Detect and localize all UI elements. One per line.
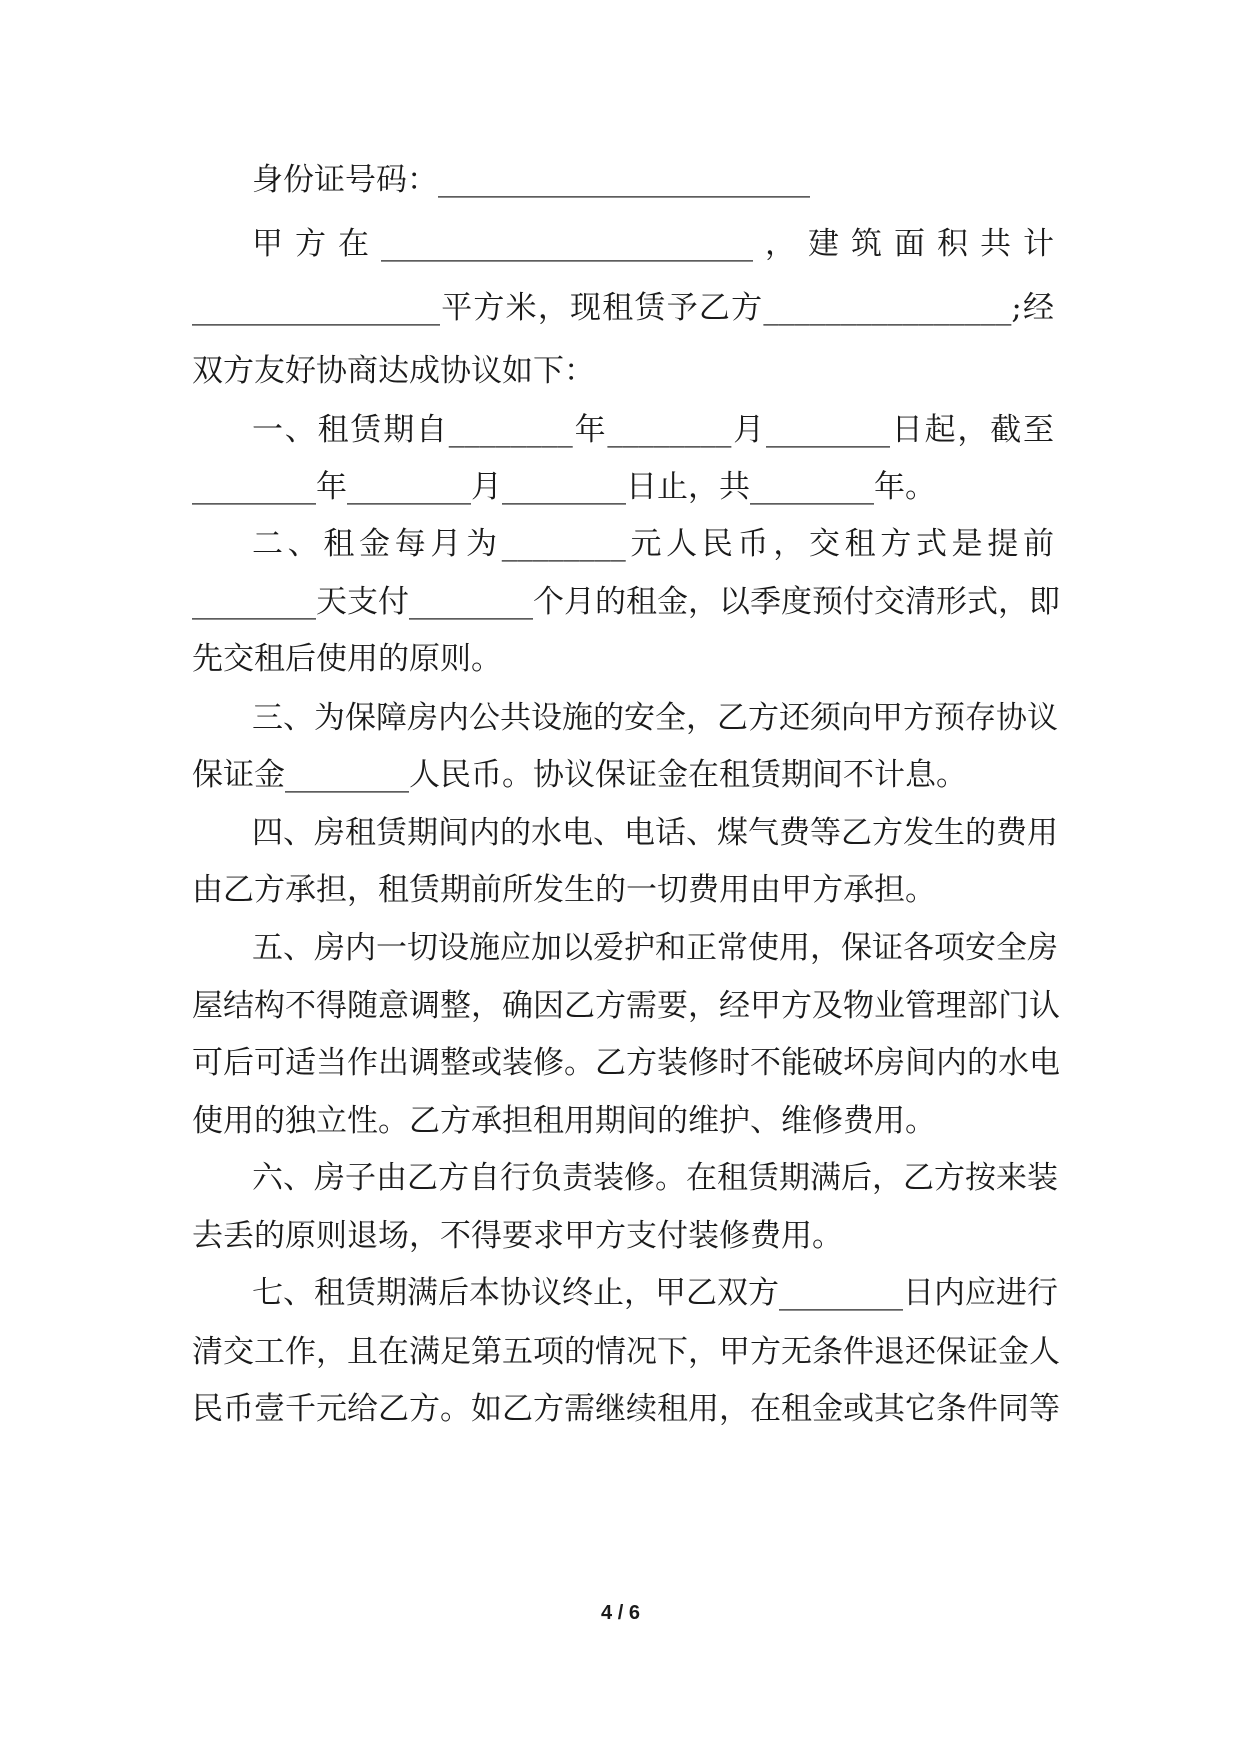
page-number: 4 / 6	[601, 1602, 640, 1624]
text-line: 民币壹千元给乙方。如乙方需继续租用，在租金或其它条件同等	[192, 1391, 1060, 1427]
text-line: 六、房子由乙方自行负责装修。在租赁期满后，乙方按来装	[252, 1160, 1058, 1196]
text-line: 使用的独立性。乙方承担租用期间的维护、维修费用。	[192, 1103, 936, 1139]
text-line: 甲方在________________________，建筑面积共计	[252, 226, 1054, 262]
text-line: 去丢的原则退场，不得要求甲方支付装修费用。	[192, 1218, 843, 1254]
text-line: ________天支付________个月的租金，以季度预付交清形式，即	[192, 584, 1060, 620]
text-line: 先交租后使用的原则。	[192, 641, 502, 677]
text-line: 双方友好协商达成协议如下：	[192, 353, 595, 389]
text-line: 七、租赁期满后本协议终止，甲乙双方________日内应进行	[252, 1275, 1058, 1311]
text-line: 四、房租赁期间内的水电、电话、煤气费等乙方发生的费用	[252, 815, 1058, 851]
text-line: 由乙方承担，租赁期前所发生的一切费用由甲方承担。	[192, 872, 936, 908]
text-line: 三、为保障房内公共设施的安全，乙方还须向甲方预存协议	[252, 700, 1058, 736]
text-line: ________年________月________日止，共________年。	[192, 469, 936, 505]
text-line: 屋结构不得随意调整，确因乙方需要，经甲方及物业管理部门认	[192, 988, 1060, 1024]
text-line: 保证金________人民币。协议保证金在租赁期间不计息。	[192, 757, 967, 793]
text-line: 身份证号码：________________________	[252, 162, 810, 198]
text-line: ________________平方米，现租赁予乙方________________;经	[192, 290, 1054, 326]
text-line: 可后可适当作出调整或装修。乙方装修时不能破坏房间内的水电	[192, 1045, 1060, 1081]
text-line: 清交工作，且在满足第五项的情况下，甲方无条件退还保证金人	[192, 1334, 1060, 1370]
text-line: 五、房内一切设施应加以爱护和正常使用，保证各项安全房	[252, 930, 1058, 966]
text-line: 二、租金每月为________元人民币，交租方式是提前	[252, 526, 1054, 562]
text-line: 一、租赁期自________年________月________日起，截至	[252, 412, 1054, 448]
